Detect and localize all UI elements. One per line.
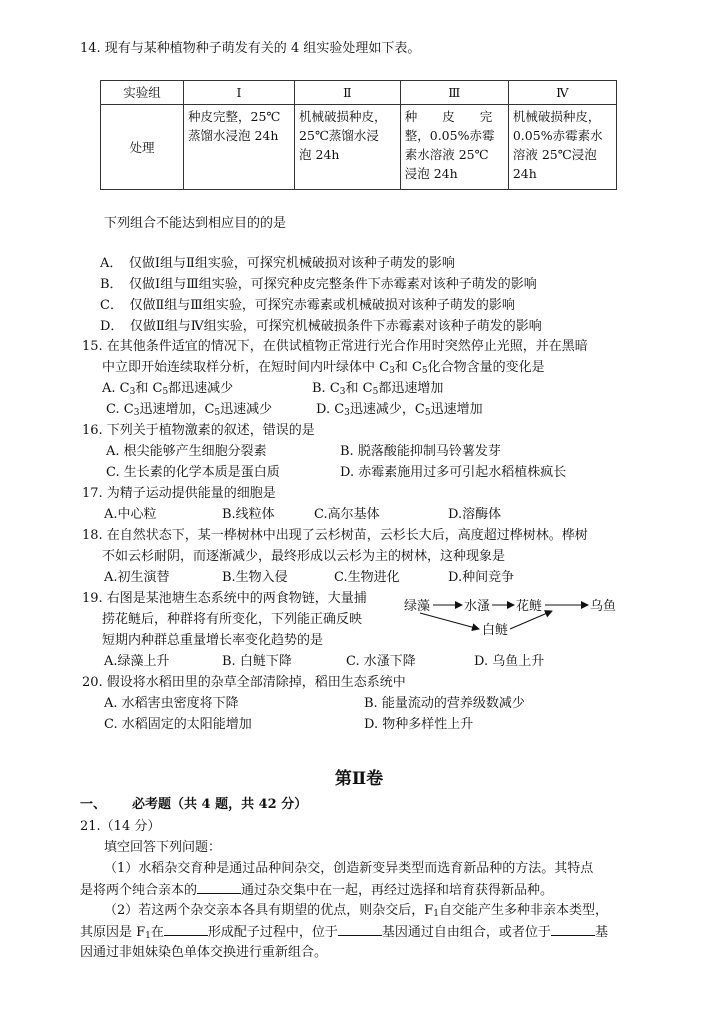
q14-option-a: A． 仅做Ⅰ组与Ⅱ组实验，可探究机械破损对该种子萌发的影响: [100, 256, 455, 271]
food-web-diagram: [400, 592, 640, 642]
table-cell-2: [295, 105, 401, 190]
q16-option-b: B. 脱落酸能抑制马铃薯发芽: [340, 444, 501, 459]
q20-option-b: B. 能量流动的营养级数减少: [364, 696, 525, 711]
table-cell-4: [508, 105, 616, 190]
table-row-label: 处理: [101, 105, 184, 190]
q18-option-b: B.生物入侵: [222, 570, 288, 585]
q16-option-d: D. 赤霉素施用过多可引起水稻植株疯长: [340, 465, 567, 480]
q19-line3: 短期内种群总重量增长率变化趋势的是: [102, 633, 324, 648]
q14-stem: 14. 现有与某种植物种子萌发有关的 4 组实验处理如下表。: [80, 41, 421, 56]
table-header-row: [101, 81, 617, 105]
cell-line: 25℃蒸馏水浸: [299, 128, 379, 143]
q17-option-d: D.溶酶体: [448, 507, 502, 522]
cell-line: 种 皮 完: [404, 109, 493, 124]
q20-stem: 20. 假设将水稻田里的杂草全部清除掉，稻田生态系统中: [82, 675, 406, 690]
q21-stem: 21.（14 分）: [80, 819, 161, 834]
cell-line: 溶液 25℃浸泡: [512, 147, 597, 162]
q14-option-d: D． 仅做Ⅱ组与Ⅳ组实验，可探究机械破损条件下赤霉素对该种子萌发的影响: [100, 319, 542, 334]
table-group-2: Ⅱ: [295, 81, 401, 105]
q19-option-c: C. 水溞下降: [346, 654, 416, 669]
answer-blank: [338, 923, 382, 936]
q19-option-b: B. 白鲢下降: [222, 654, 292, 669]
q17-option-b: B.线粒体: [222, 507, 275, 522]
q16-option-c: C. 生长素的化学本质是蛋白质: [106, 465, 280, 480]
q19-option-a: A.绿藻上升: [104, 654, 170, 669]
q16-stem: 16. 下列关于植物激素的叙述，错误的是: [82, 423, 315, 438]
answer-blank: [197, 881, 241, 894]
q21-part1-line1: （1）水稻杂交育种是通过品种间杂交，创造新变异类型而选育新品种的方法。其特点: [104, 861, 594, 876]
q15-option-a: A. $C_3$和 $C_5$都迅速减少: [102, 381, 234, 397]
answer-blank: [551, 923, 595, 936]
q15-line1: 15. 在其他条件适宜的情况下，在供试植物正常进行光合作用时突然停止光照，并在黑暗: [82, 339, 588, 354]
cell-line: 蒸馏水浸泡 24h: [188, 128, 279, 143]
cell-line: 机械破损种皮，: [512, 109, 601, 124]
q18-line1: 18. 在自然状态下，某一桦树林中出现了云杉树苗，云杉长大后，高度超过桦树林。桦树: [82, 528, 588, 543]
section-title: 第Ⅱ卷: [334, 769, 384, 789]
q18-option-a: A.初生演替: [104, 570, 170, 585]
table-cell-3: [400, 105, 508, 190]
cell-line: 种皮完整，25℃: [188, 109, 281, 124]
answer-blank: [164, 923, 208, 936]
web-arrow: [420, 613, 479, 629]
cell-line: 浸泡 24h: [404, 166, 458, 181]
cell-line: 泡 24h: [299, 147, 340, 162]
web-node-snakehead: 乌鱼: [590, 599, 617, 614]
web-node-green-algae: 绿藻: [404, 599, 431, 614]
q21-intro: 填空回答下列问题：: [104, 840, 222, 855]
q19-line1: 19. 右图是某池塘生态系统中的两食物链，大量捕: [82, 591, 367, 606]
q19-option-d: D. 乌鱼上升: [474, 654, 545, 669]
q17-option-a: A.中心粒: [104, 507, 157, 522]
table-cell-1: [184, 105, 295, 190]
q14-table: [100, 80, 617, 190]
cell-line: 0.05%赤霉素水: [512, 128, 603, 143]
q21-part2-line1: （2）若这两个杂交亲本各具有期望的优点，则杂交后，$F_1$自交能产生多种非亲本类型，: [104, 903, 609, 919]
q21-part2-line2: 其原因是 $F_1$在 形成配子过程中，位于 基因通过自由组合，或者位于 基: [80, 925, 608, 941]
table-body-row: [101, 105, 617, 190]
section-heading: 必考题（共 4 题，共 42 分）: [132, 797, 308, 812]
q15-option-c: C. $C_3$迅速增加，$C_5$迅速减少: [106, 402, 273, 418]
q17-option-c: C.高尔基体: [314, 507, 380, 522]
q15-option-b: B. $C_3$和 $C_5$都迅速增加: [312, 381, 444, 397]
q15-option-d: D. $C_3$迅速减少，$C_5$迅速增加: [316, 402, 483, 418]
q20-option-d: D. 物种多样性上升: [364, 717, 474, 732]
q20-option-c: C. 水稻固定的太阳能增加: [104, 717, 252, 732]
table-group-3: Ⅲ: [400, 81, 508, 105]
q18-option-c: C.生物进化: [334, 570, 400, 585]
q17-stem: 17. 为精子运动提供能量的细胞是: [82, 486, 276, 501]
table-group-4: Ⅳ: [508, 81, 616, 105]
table-col-label: 实验组: [101, 81, 184, 105]
q14-option-c: C． 仅做Ⅱ组与Ⅲ组实验，可探究赤霉素或机械破损对该种子萌发的影响: [100, 298, 515, 313]
q15-line2: 中立即开始连续取样分析，在短时间内叶绿体中 $C_3$和 $C_5$化合物含量的变化是: [102, 360, 545, 376]
q20-option-a: A. 水稻害虫密度将下降: [104, 696, 239, 711]
cell-line: 机械破损种皮，: [299, 109, 387, 124]
q18-line2: 不如云杉耐阴，而逐渐减少，最终形成以云杉为主的树林，这种现象是: [102, 549, 506, 564]
table-group-1: Ⅰ: [184, 81, 295, 105]
q18-option-d: D.种间竞争: [448, 570, 515, 585]
q21-part2-line3: 因通过非姐妹染色单体交换进行重新组合。: [80, 945, 328, 960]
q14-option-b: B． 仅做Ⅰ组与Ⅲ组实验，可探究种皮完整条件下赤霉素对该种子萌发的影响: [100, 277, 537, 292]
q19-line2: 捞花鲢后，种群将有所变化，下列能正确反映: [102, 612, 363, 627]
section-heading-number: 一、: [80, 797, 107, 812]
cell-line: 24h: [512, 166, 537, 181]
web-node-water-flea: 水溞: [464, 599, 491, 614]
cell-line: 整，0.05%赤霉: [404, 128, 495, 143]
q21-part1-line2: 是将两个纯合亲本的 通过杂交集中在一起，再经过选择和培育获得新品种。: [80, 883, 554, 898]
q16-option-a: A. 根尖能够产生细胞分裂素: [106, 444, 267, 459]
cell-line: 素水溶液 25℃: [404, 147, 489, 162]
q14-prompt: 下列组合不能达到相应目的的是: [104, 216, 287, 231]
web-node-silver-carp: 白鲢: [482, 623, 509, 638]
web-node-bighead-carp: 花鲢: [516, 599, 543, 614]
